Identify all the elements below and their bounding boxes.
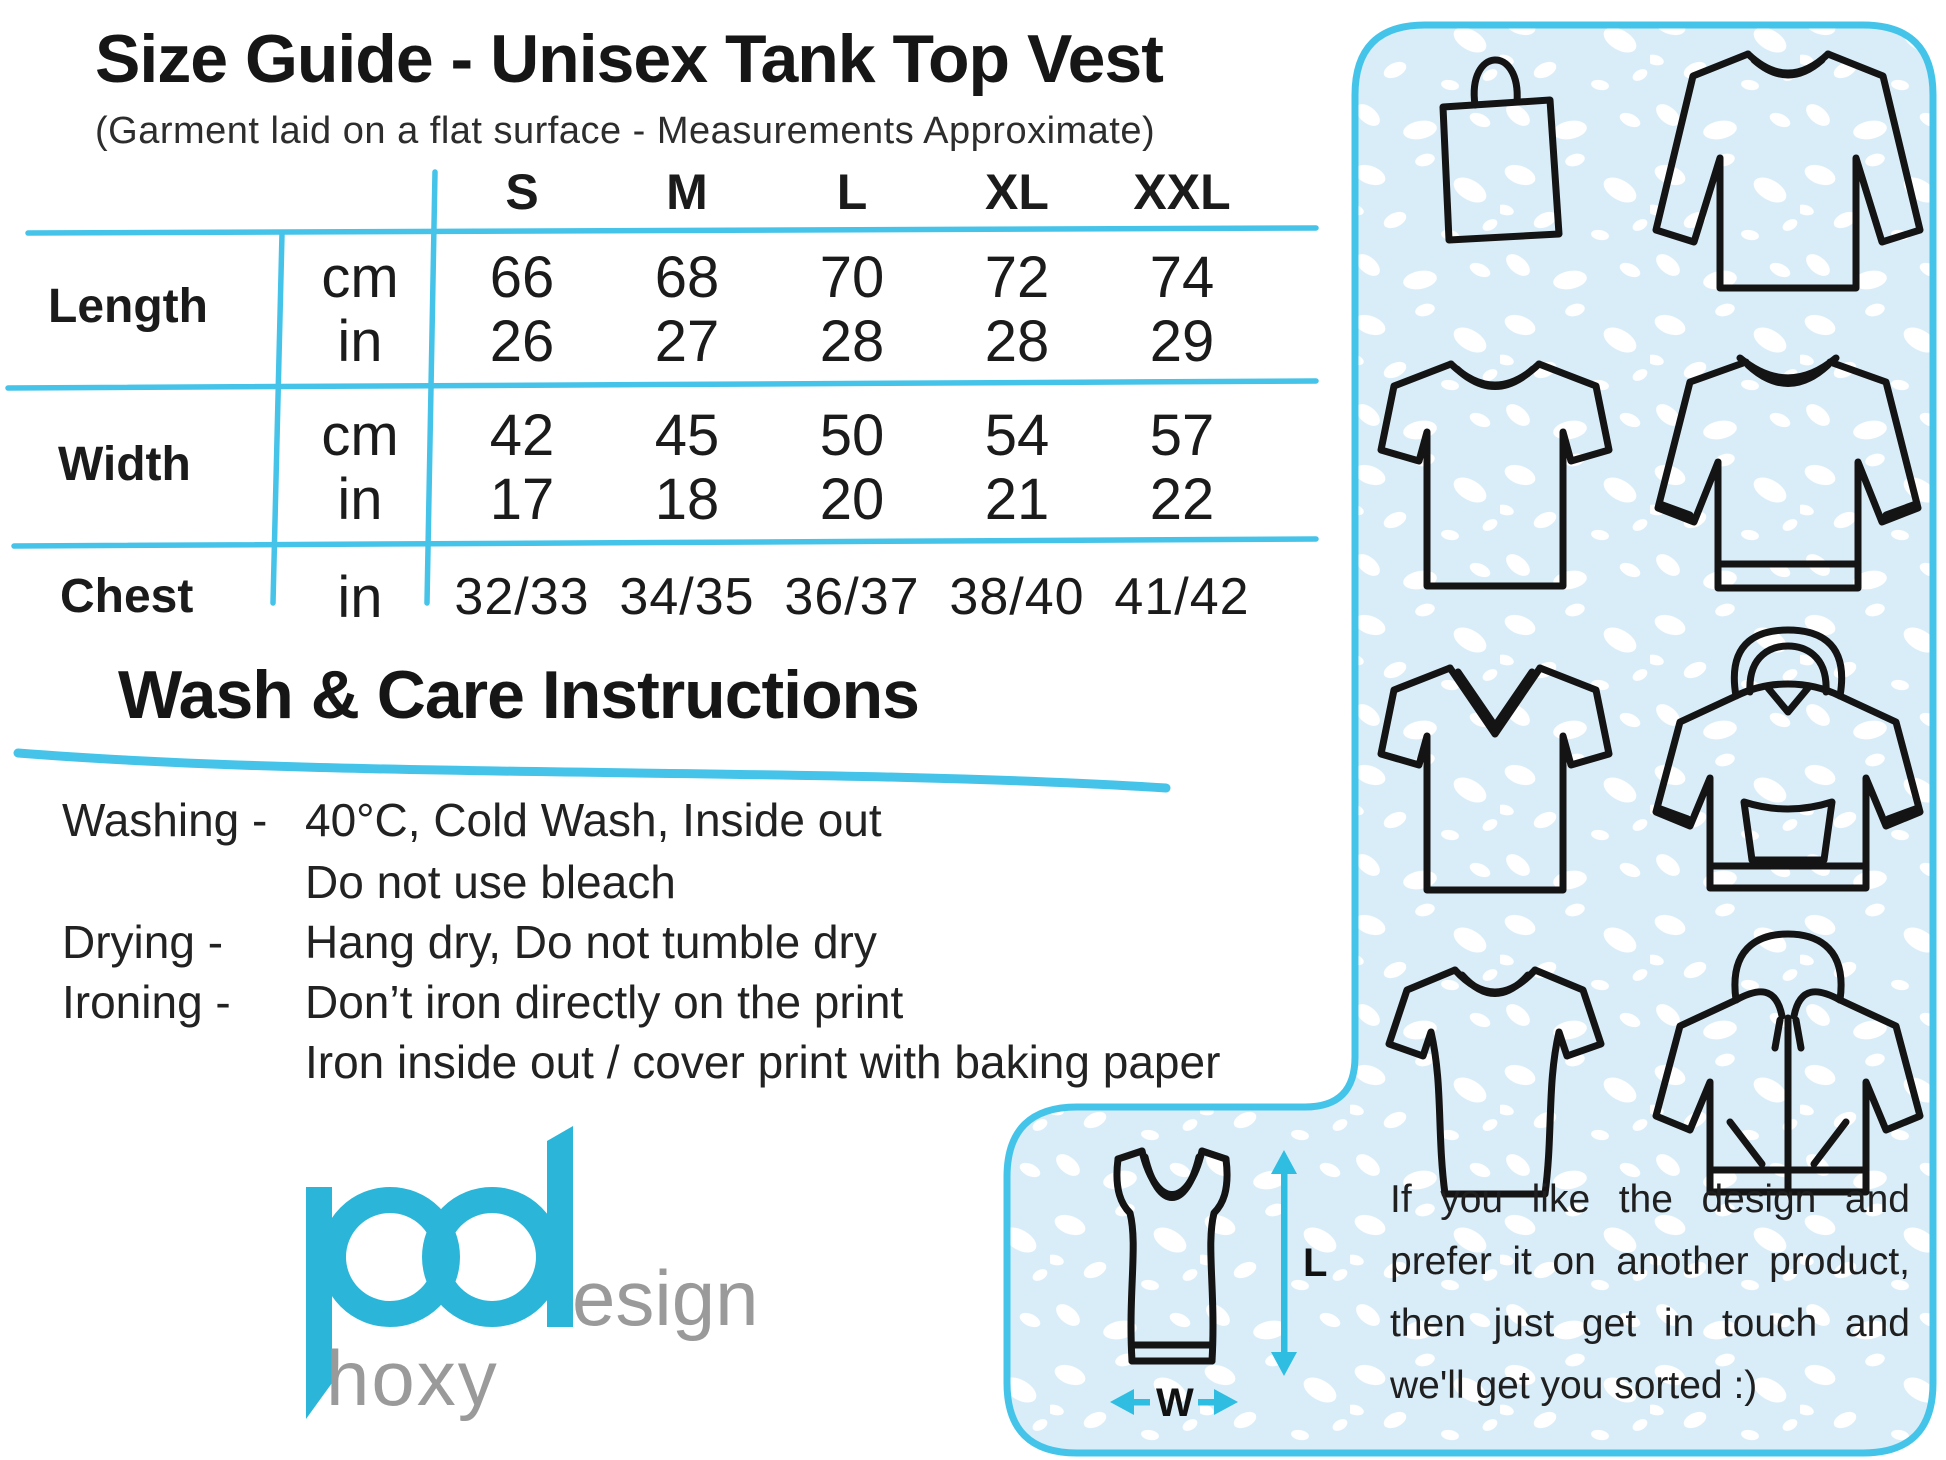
size-col-l: L [836, 164, 868, 220]
size-table-grid-lines [8, 172, 1316, 603]
table-cell: 74 [1149, 245, 1215, 310]
care-text: Iron inside out / cover print with baking paper [305, 1036, 1221, 1088]
table-cell: 70 [819, 245, 885, 310]
table-cell: 57 [1149, 403, 1215, 468]
table-cell: 22 [1149, 467, 1215, 532]
table-cell: 41/42 [1114, 568, 1250, 626]
note-line: If you like the design and [1390, 1178, 1910, 1221]
chest-unit-in: in [337, 565, 383, 630]
table-cell: 27 [654, 309, 720, 374]
logo-text-hoxy: hoxy [326, 1334, 499, 1422]
width-unit-in: in [337, 467, 383, 532]
table-cell: 54 [984, 403, 1050, 468]
table-cell: 18 [654, 467, 720, 532]
table-cell: 29 [1149, 309, 1215, 374]
table-cell: 21 [984, 467, 1050, 532]
width-unit-cm: cm [321, 403, 399, 468]
note-line: we'll get you sorted :) [1390, 1364, 1758, 1407]
page-subtitle: (Garment laid on a flat surface - Measurements Approximate) [95, 110, 1156, 152]
size-col-xl: XL [985, 164, 1049, 220]
table-cell: 72 [984, 245, 1050, 310]
table-cell: 26 [489, 309, 555, 374]
table-cell: 20 [819, 467, 885, 532]
table-cell: 50 [819, 403, 885, 468]
length-unit-cm: cm [321, 245, 399, 310]
row-label-chest: Chest [60, 570, 194, 623]
length-measure-label: L [1303, 1241, 1328, 1285]
table-cell: 17 [489, 467, 555, 532]
note-line: then just get in touch and [1390, 1302, 1910, 1345]
table-cell: 28 [819, 309, 885, 374]
table-cell: 45 [654, 403, 720, 468]
size-col-s: S [505, 164, 539, 220]
care-text: Hang dry, Do not tumble dry [305, 916, 877, 968]
care-label: Drying - [62, 916, 224, 968]
care-heading: Wash & Care Instructions [118, 657, 919, 733]
table-cell: 28 [984, 309, 1050, 374]
table-cell: 68 [654, 245, 720, 310]
row-label-length: Length [48, 280, 208, 333]
care-text: Don’t iron directly on the print [305, 976, 904, 1028]
care-label: Washing - [62, 794, 268, 846]
size-col-m: M [666, 164, 708, 220]
care-text: Do not use bleach [305, 856, 676, 908]
care-text: 40°C, Cold Wash, Inside out [305, 794, 882, 846]
table-cell: 38/40 [949, 568, 1085, 626]
care-label: Ironing - [62, 976, 231, 1028]
table-cell: 66 [489, 245, 555, 310]
width-measure-label: W [1156, 1381, 1194, 1425]
row-label-width: Width [58, 438, 191, 491]
table-cell: 36/37 [784, 568, 920, 626]
table-cell: 32/33 [454, 568, 590, 626]
table-cell: 34/35 [619, 568, 755, 626]
length-unit-in: in [337, 309, 383, 374]
wash-underline [18, 753, 1166, 788]
table-cell: 42 [489, 403, 555, 468]
page-title: Size Guide - Unisex Tank Top Vest [95, 21, 1163, 97]
size-col-xxl: XXL [1133, 164, 1231, 220]
logo-text-esign: esign [572, 1254, 759, 1342]
note-line: prefer it on another product, [1390, 1240, 1910, 1283]
